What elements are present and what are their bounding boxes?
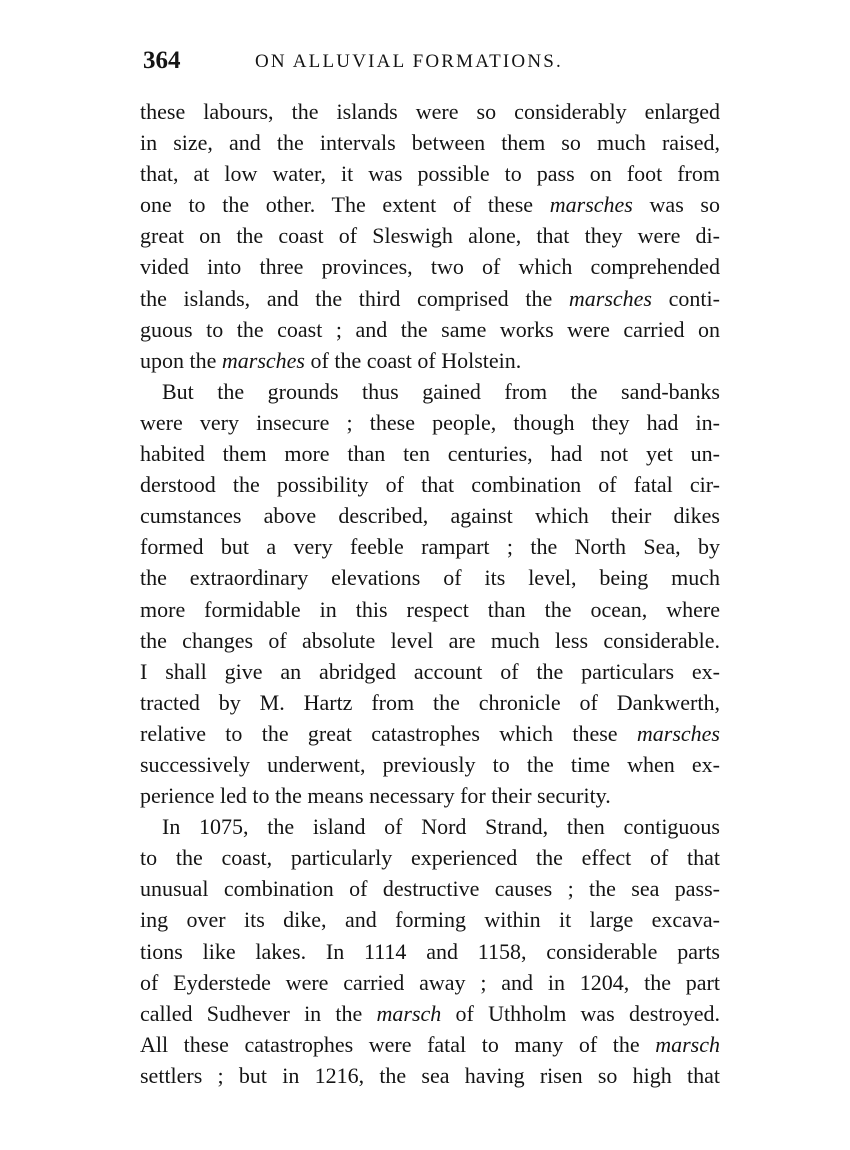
text-line: upon the marsches of the coast of Holstein. xyxy=(140,347,522,373)
text-line: called Sudhever in the marsch of Uthholm was destroyed. xyxy=(140,1000,720,1026)
text-line: settlers ; but in 1216, the sea having risen so high that xyxy=(140,1062,720,1088)
text-line: were very insecure ; these people, though they had in- xyxy=(140,409,720,435)
text-line: of Eyderstede were carried away ; and in 1204, the part xyxy=(140,969,720,995)
paragraph-1 xyxy=(140,96,720,376)
text-line: But the grounds thus gained from the sand-banks xyxy=(162,378,720,404)
text-line: I shall give an abridged account of the particulars ex- xyxy=(140,658,720,684)
text-line: more formidable in this respect than the ocean, where xyxy=(140,596,720,622)
text-line: ing over its dike, and forming within it large excava- xyxy=(140,907,720,933)
text-line: in size, and the intervals between them so much raised, xyxy=(140,130,720,156)
page-header xyxy=(143,44,723,78)
text-line: that, at low water, it was possible to pass on foot from xyxy=(140,161,720,187)
text-line: In 1075, the island of Nord Strand, then contiguous xyxy=(162,814,720,840)
body-text xyxy=(140,96,720,1091)
text-line: the changes of absolute level are much less considerable. xyxy=(140,627,720,653)
text-line: unusual combination of destructive causes ; the sea pass- xyxy=(140,876,720,902)
paragraph-2 xyxy=(140,376,720,811)
text-line: vided into three provinces, two of which comprehended xyxy=(140,254,720,280)
text-line: perience led to the means necessary for their security. xyxy=(140,783,611,809)
text-line: All these catastrophes were fatal to many of the marsch xyxy=(140,1031,720,1057)
text-line: guous to the coast ; and the same works were carried on xyxy=(140,316,720,342)
text-line: habited them more than ten centuries, had not yet un- xyxy=(140,441,720,467)
text-line: these labours, the islands were so considerably enlarged xyxy=(140,99,720,124)
text-line: one to the other. The extent of these marsches was so xyxy=(140,192,720,218)
text-line: the extraordinary elevations of its level, being much xyxy=(140,565,720,591)
text-line: to the coast, particularly experienced the effect of that xyxy=(140,845,720,871)
text-line: formed but a very feeble rampart ; the North Sea, by xyxy=(140,534,720,560)
paragraph-3 xyxy=(140,811,720,1091)
page-number: 364 xyxy=(143,47,181,74)
text-line: great on the coast of Sleswigh alone, that they were di- xyxy=(140,223,720,249)
text-line: cumstances above described, against which their dikes xyxy=(140,503,720,529)
text-line: the islands, and the third comprised the marsches conti- xyxy=(140,285,720,311)
text-line: successively underwent, previously to the time when ex- xyxy=(140,751,720,777)
running-title: ON ALLUVIAL FORMATIONS. xyxy=(255,51,563,72)
text-line: relative to the great catastrophes which these marsches xyxy=(140,720,720,746)
text-line: tracted by M. Hartz from the chronicle of Dankwerth, xyxy=(140,689,720,715)
text-line: tions like lakes. In 1114 and 1158, considerable parts xyxy=(140,938,720,964)
text-line: derstood the possibility of that combination of fatal cir- xyxy=(140,472,720,498)
